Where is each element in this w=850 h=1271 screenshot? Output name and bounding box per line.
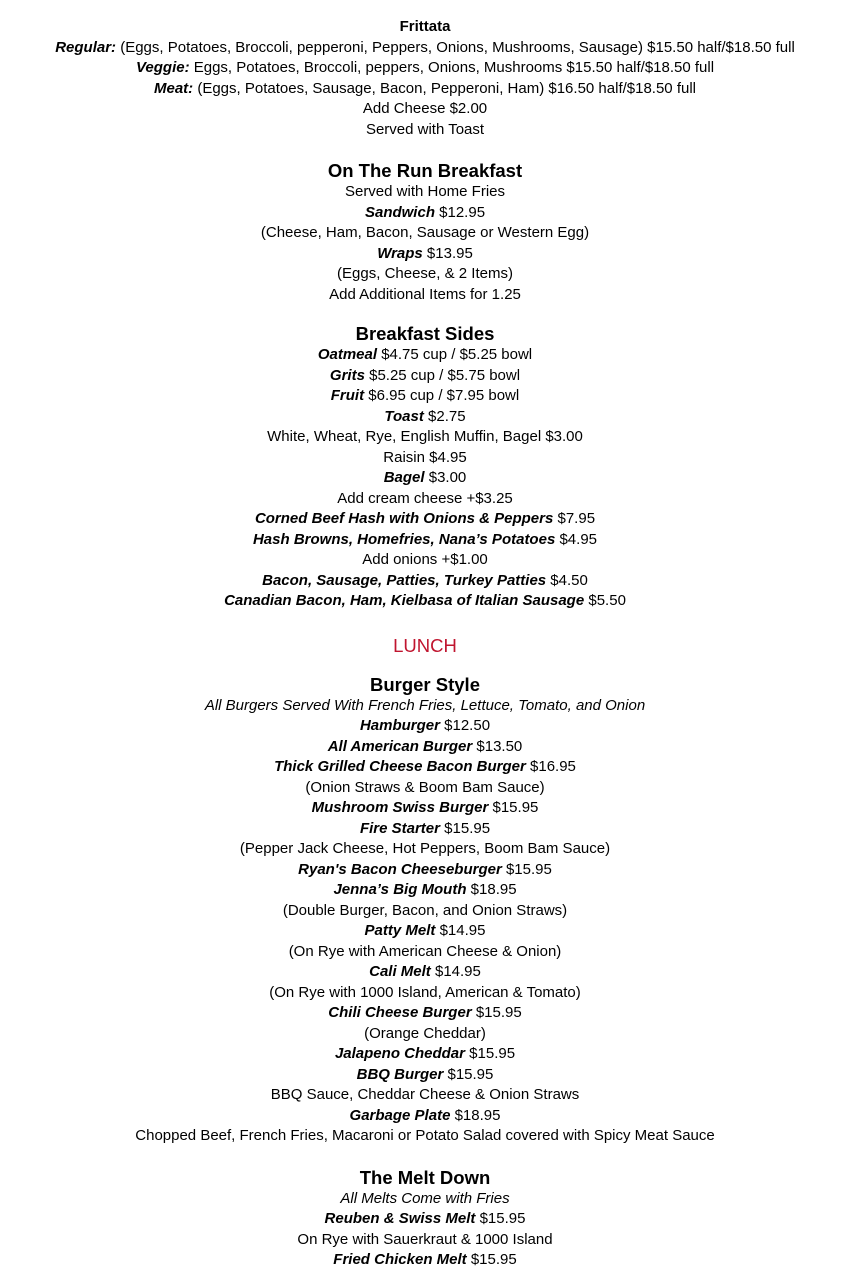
menu-item-bbq-burger [0,1065,850,1086]
menu-item-fried-chicken-melt [0,1250,850,1271]
item-name: Corned Beef Hash with Onions & Peppers [254,510,554,527]
item-name: Grits [329,366,365,384]
item-price: $15.95 [471,1004,522,1021]
item-price: $12.95 [434,203,486,221]
regular-label: Regular: [55,38,117,56]
toast-types-note: White, Wheat, Rye, English Muffin, Bagel $3.00 [267,428,583,445]
menu-item-garbage-plate [0,1106,850,1127]
menu-item-grits [0,366,850,387]
menu-item-wraps [0,244,850,265]
item-name: All American Burger [327,737,473,755]
item-price: $18.95 [450,1106,501,1124]
item-name: Mushroom Swiss Burger [311,799,489,816]
item-price: $4.50 [546,571,588,589]
item-name: Patty Melt [364,922,436,939]
item-name: Fruit [330,387,365,404]
item-price: $15.95 [466,1251,517,1268]
item-name: Wraps [377,244,423,262]
item-name: Jenna’s Big Mouth [333,881,467,898]
item-price: $6.95 cup / $7.95 bowl [364,387,520,404]
menu-item-reuben-swiss-melt [0,1209,850,1230]
frittata-veggie-line [0,58,850,79]
item-name: Garbage Plate [349,1106,451,1124]
item-name: Bagel [383,469,425,486]
add-onions-note: Add onions +$1.00 [362,551,488,568]
menu-page [0,17,850,1271]
item-price: $12.50 [439,717,491,734]
served-with-home-fries-note: Served with Home Fries [344,183,506,200]
burger-style-title: Burger Style [369,673,480,695]
item-price: $5.50 [584,592,626,609]
item-name: Reuben & Swiss Melt [324,1210,476,1227]
menu-item-jennas-big-mouth [0,880,850,901]
item-name: Chili Cheese Burger [328,1004,472,1021]
menu-item-corned-beef-hash [0,509,850,530]
menu-item-fire-starter [0,819,850,840]
meat-label: Meat: [154,79,194,97]
item-name: Thick Grilled Cheese Bacon Burger [274,758,526,775]
item-price: $13.50 [472,737,523,755]
menu-item-oatmeal [0,345,850,366]
menu-item-hash-browns [0,530,850,551]
item-price: $15.95 [501,860,552,878]
item-price: $4.75 cup / $5.25 bowl [377,346,533,363]
menu-item-bacon-sausage [0,571,850,592]
menu-item-toast [0,407,850,428]
menu-item-ryans-bacon-cheeseburger [0,860,850,881]
item-price: $14.95 [435,922,486,939]
menu-item-sandwich [0,203,850,224]
menu-item-all-american [0,737,850,758]
item-price: $4.95 [555,530,598,548]
item-name: Toast [384,407,424,425]
item-description: (Double Burger, Bacon, and Onion Straws) [282,901,568,919]
frittata-regular-line [0,38,850,59]
item-price: $14.95 [430,963,481,980]
item-name: Bacon, Sausage, Patties, Turkey Patties [262,571,547,589]
frittata-section [0,17,850,140]
add-cheese-note: Add Cheese $2.00 [362,100,488,117]
item-description: (Cheese, Ham, Bacon, Sausage or Western Egg) [260,224,590,241]
item-name: Oatmeal [317,346,378,363]
regular-text: (Eggs, Potatoes, Broccoli, pepperoni, Peppers, Onions, Mushrooms, Sausage) $15.50 half/$18.50 full [116,38,795,56]
menu-item-cali-melt [0,962,850,983]
item-price: $13.95 [422,244,473,262]
item-description: (On Rye with 1000 Island, American & Tomato) [269,983,581,1001]
item-description: (On Rye with American Cheese & Onion) [288,942,562,960]
served-with-toast-note: Served with Toast [365,120,485,138]
menu-item-patty-melt [0,921,850,942]
item-description: (Eggs, Cheese, & 2 Items) [337,265,513,282]
item-description: (Orange Cheddar) [364,1024,486,1042]
item-name: Sandwich [364,203,435,221]
item-name: Cali Melt [369,963,431,980]
item-name: Hamburger [359,717,440,734]
melt-down-section [0,1167,850,1271]
menu-item-jalapeno-cheddar [0,1044,850,1065]
frittata-title: Frittata [399,18,451,35]
burger-style-section [0,674,850,1147]
item-name: Hash Browns, Homefries, Nana’s Potatoes [252,530,556,548]
item-price: $16.95 [525,758,576,775]
menu-item-thick-grilled-cheese [0,757,850,778]
veggie-label: Veggie: [135,59,190,76]
menu-item-mushroom-swiss [0,798,850,819]
item-price: $15.95 [488,799,539,816]
on-the-run-title: On The Run Breakfast [327,160,523,181]
item-price: $15.95 [440,819,491,837]
item-price: $3.00 [424,469,467,486]
item-description: BBQ Sauce, Cheddar Cheese & Onion Straws [270,1086,580,1103]
menu-item-hamburger [0,716,850,737]
item-description: (Pepper Jack Cheese, Hot Peppers, Boom Bam Sauce) [239,840,611,857]
item-name: Ryan's Bacon Cheeseburger [298,860,502,878]
item-name: Fire Starter [359,819,440,837]
veggie-text: Eggs, Potatoes, Broccoli, peppers, Onions, Mushrooms $15.50 half/$18.50 full [189,59,715,76]
item-price: $7.95 [553,510,596,527]
item-description: (Onion Straws & Boom Bam Sauce) [305,778,545,796]
item-price: $18.95 [466,881,517,898]
burger-style-subtitle: All Burgers Served With French Fries, Lettuce, Tomato, and Onion [204,696,646,714]
meat-text: (Eggs, Potatoes, Sausage, Bacon, Pepperoni, Ham) $16.50 half/$18.50 full [193,79,696,97]
menu-item-chili-cheese-burger [0,1003,850,1024]
breakfast-sides-title: Breakfast Sides [355,323,495,344]
menu-item-fruit [0,386,850,407]
frittata-meat-line [0,79,850,100]
item-description: On Rye with Sauerkraut & 1000 Island [297,1230,553,1248]
item-price: $5.25 cup / $5.75 bowl [364,366,521,384]
cream-cheese-note: Add cream cheese +$3.25 [337,489,513,507]
item-description: Chopped Beef, French Fries, Macaroni or Potato Salad covered with Spicy Meat Sauce [135,1127,715,1144]
item-price: $15.95 [475,1210,526,1227]
lunch-heading: LUNCH [393,634,457,656]
breakfast-sides-section [0,323,850,612]
item-name: BBQ Burger [356,1065,444,1083]
item-price: $15.95 [465,1045,516,1062]
item-price: $2.75 [423,407,466,425]
item-name: Fried Chicken Melt [333,1251,467,1268]
melt-down-title: The Melt Down [359,1166,491,1188]
on-the-run-section [0,160,850,305]
add-items-note: Add Additional Items for 1.25 [329,285,521,303]
item-name: Canadian Bacon, Ham, Kielbasa of Italian Sausage [224,592,585,609]
item-price: $15.95 [443,1065,494,1083]
raisin-note: Raisin $4.95 [383,448,467,466]
item-name: Jalapeno Cheddar [334,1045,465,1062]
menu-item-canadian-bacon [0,591,850,612]
menu-item-bagel [0,468,850,489]
melt-down-subtitle: All Melts Come with Fries [340,1189,510,1207]
